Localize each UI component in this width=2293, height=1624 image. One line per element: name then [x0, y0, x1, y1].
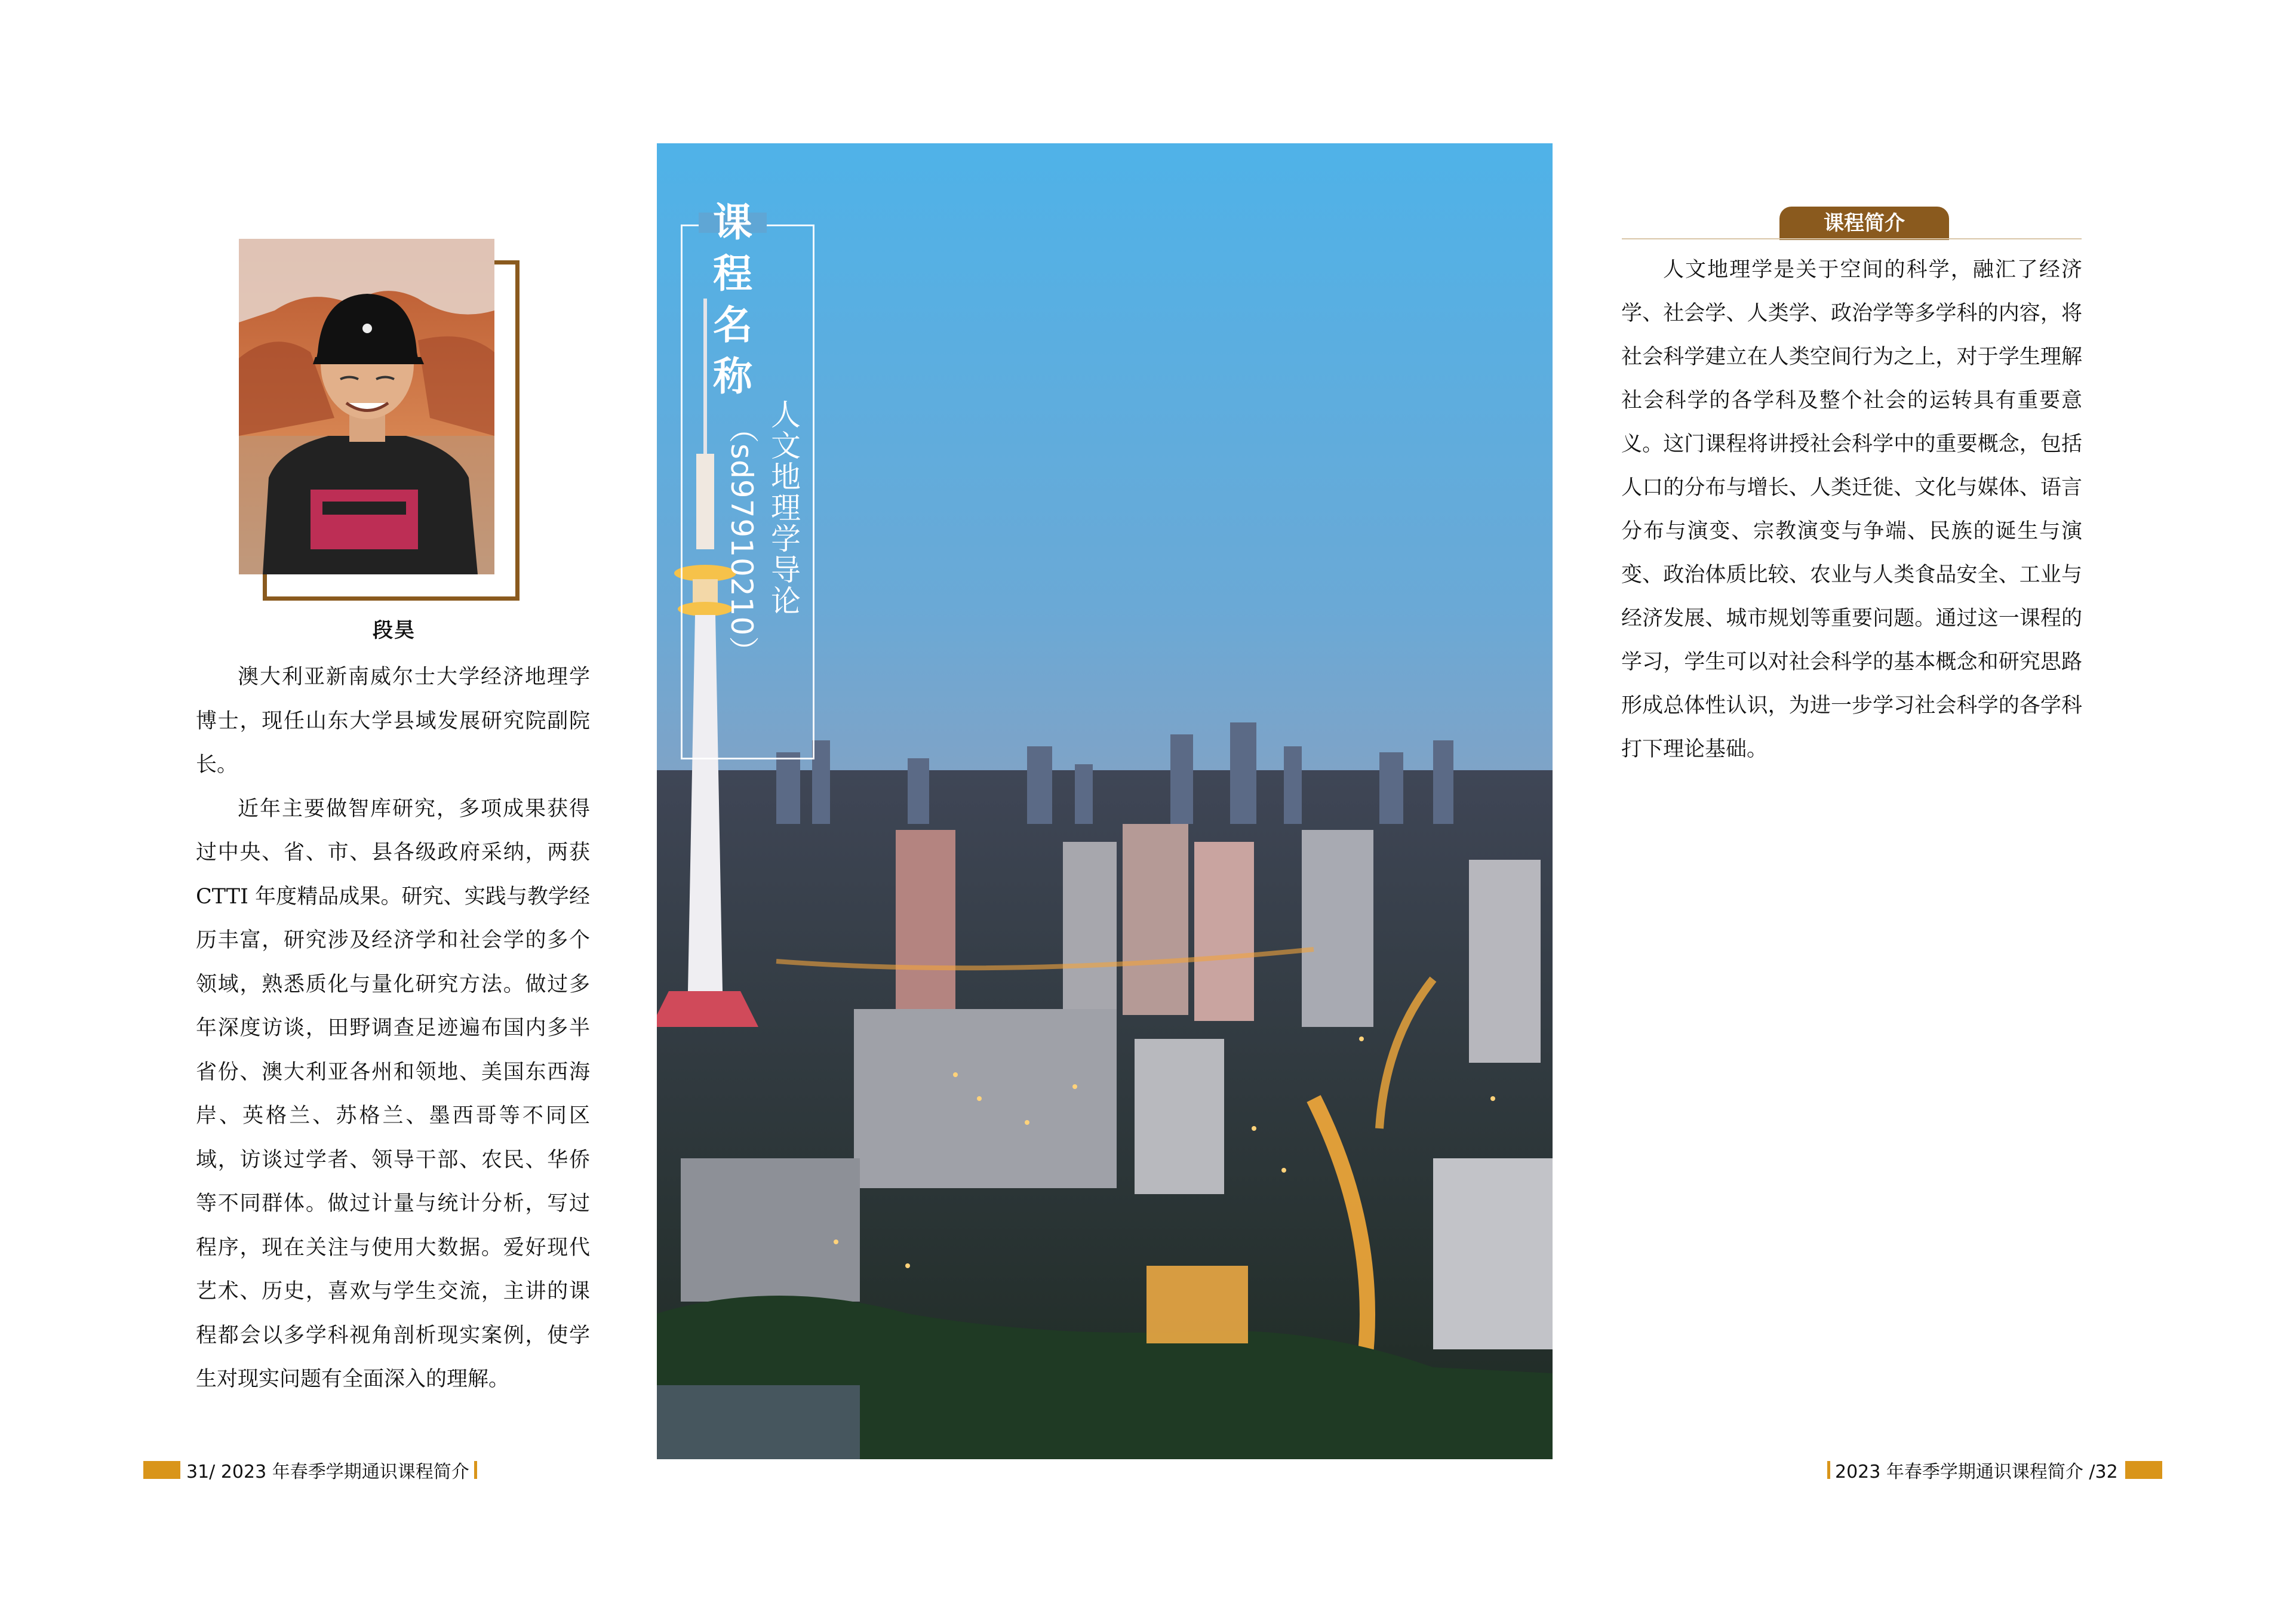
title-char: 程 [713, 251, 752, 297]
bio-paragraph: 近年主要做智库研究，多项成果获得过中央、省、市、县各级政府采纳，两获 CTTI 年度精品成果。研究、实践与教学经历丰富，研究涉及经济学和社会学的多个领域，熟悉质化与量化研究方法。做过多年深度访谈，田野调查足迹遍布国内多半省份、澳大利亚各州和领地、美国东西海岸、英格兰、苏格兰、墨西哥等不同区域，访谈过学者、领导干部、农民、华侨等不同群体。做过计量与统计分析，写过程序，现在关注与使用大数据。爱好现代艺术、历史，喜欢与学生交流，主讲的课程都会以多学科视角剖析现实案例，使学生对现实问题有全面深入的理解。 [196, 796, 590, 1391]
intro-badge: 课程简介 [1779, 207, 1949, 240]
footer-left-text: 31/ 2023 年春季学期通识课程简介 [186, 1462, 469, 1482]
course-intro [1621, 248, 2082, 771]
bio-paragraph: 澳大利亚新南威尔士大学经济地理学博士，现任山东大学县域发展研究院副院长。 [196, 665, 590, 777]
title-char: 课 [713, 199, 752, 245]
course-name: 人文地理学导论 [766, 399, 801, 616]
course-title-label [705, 191, 760, 408]
footer-left [143, 1458, 477, 1482]
footer-bar [143, 1461, 180, 1479]
footer-tick [1827, 1461, 1830, 1479]
title-char: 称 [713, 353, 752, 399]
intro-paragraph: 人文地理学是关于空间的科学，融汇了经济学、社会学、人类学、政治学等多学科的内容，将社会科学建立在人类空间行为之上，对于学生理解社会科学的各学科及整个社会的运转具有重要意义。这门课程将讲授社会科学中的重要概念，包括人口的分布与增长、人类迁徙、文化与媒体、语言分布与演变、宗教演变与争端、民族的诞生与演变、政治体质比较、农业与人类食品安全、工业与经济发展、城市规划等重要问题。通过这一课程的学习，学生可以对社会科学的基本概念和研究思路形成总体性认识，为进一步学习社会科学的各学科打下理论基础。 [1621, 258, 2082, 761]
footer-right [1827, 1458, 2162, 1482]
footer-bar [2125, 1461, 2162, 1479]
course-code: （sd97910210） [724, 413, 759, 667]
instructor-name: 段昊 [373, 619, 416, 642]
instructor-photo [239, 239, 494, 574]
divider [1622, 238, 2082, 239]
footer-right-text: 2023 年春季学期通识课程简介 /32 [1835, 1462, 2118, 1482]
title-char: 名 [713, 302, 752, 348]
footer-tick [474, 1461, 477, 1479]
instructor-bio [196, 656, 590, 1402]
